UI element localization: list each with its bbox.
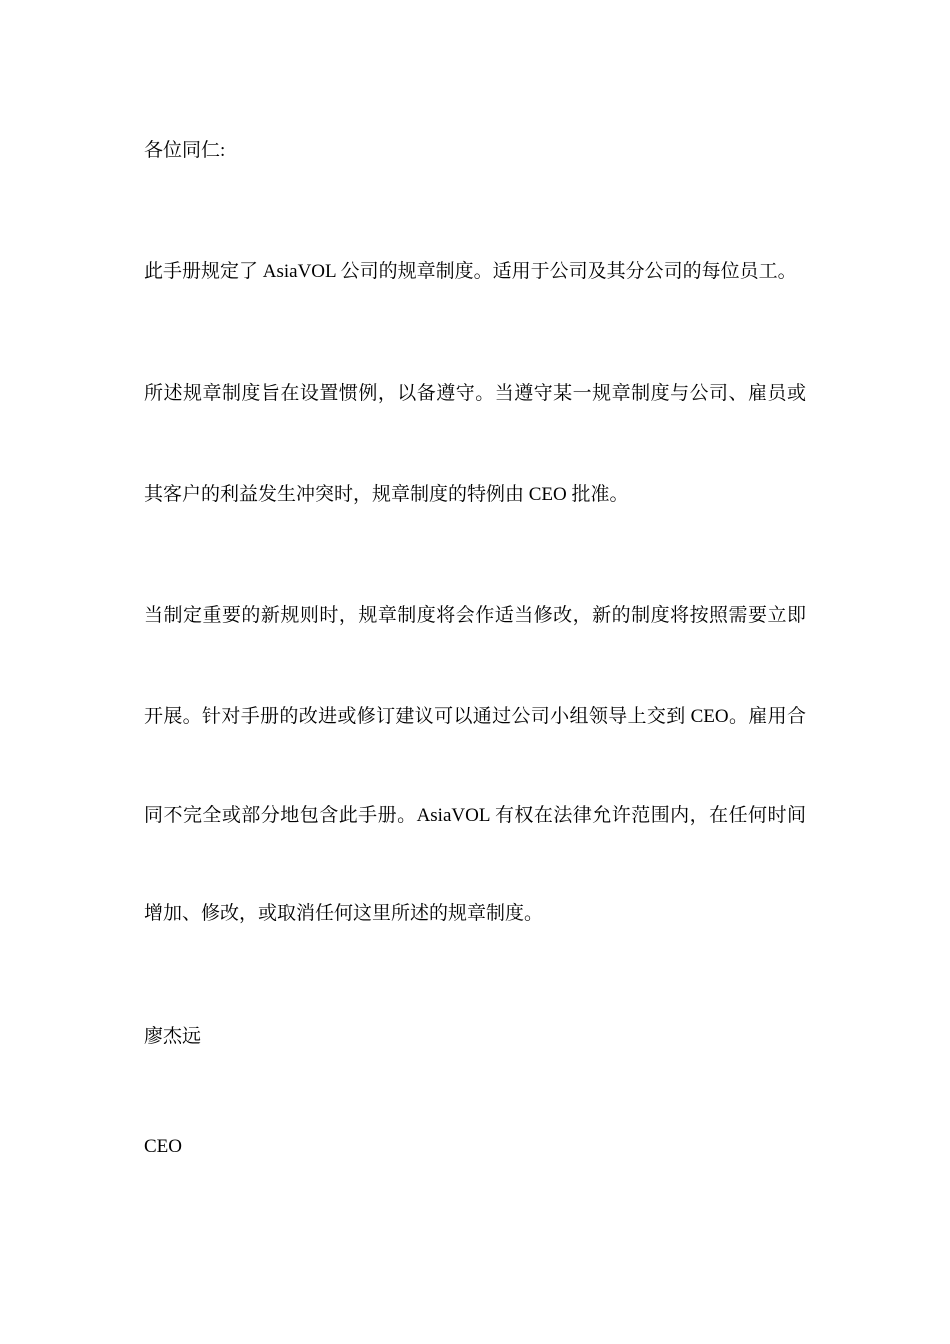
paragraph-1-line-1: 此手册规定了 AsiaVOL 公司的规章制度。适用于公司及其分公司的每位员工。 [144, 261, 797, 282]
greeting: 各位同仁: [144, 140, 226, 161]
signature-title: CEO [144, 1136, 182, 1157]
paragraph-3-line-1: 当制定重要的新规则时，规章制度将会作适当修改，新的制度将按照需要立即 [144, 605, 806, 626]
paragraph-3-line-3: 同不完全或部分地包含此手册。AsiaVOL 有权在法律允许范围内，在任何时间 [144, 805, 806, 826]
paragraph-2-line-2: 其客户的利益发生冲突时，规章制度的特例由 CEO 批准。 [144, 484, 629, 505]
paragraph-3-line-4: 增加、修改，或取消任何这里所述的规章制度。 [144, 903, 544, 924]
paragraph-3-line-2: 开展。针对手册的改进或修订建议可以通过公司小组领导上交到 CEO。雇用合 [144, 706, 806, 727]
signature-name: 廖杰远 [144, 1026, 202, 1047]
paragraph-2-line-1: 所述规章制度旨在设置惯例，以备遵守。当遵守某一规章制度与公司、雇员或 [144, 383, 806, 404]
